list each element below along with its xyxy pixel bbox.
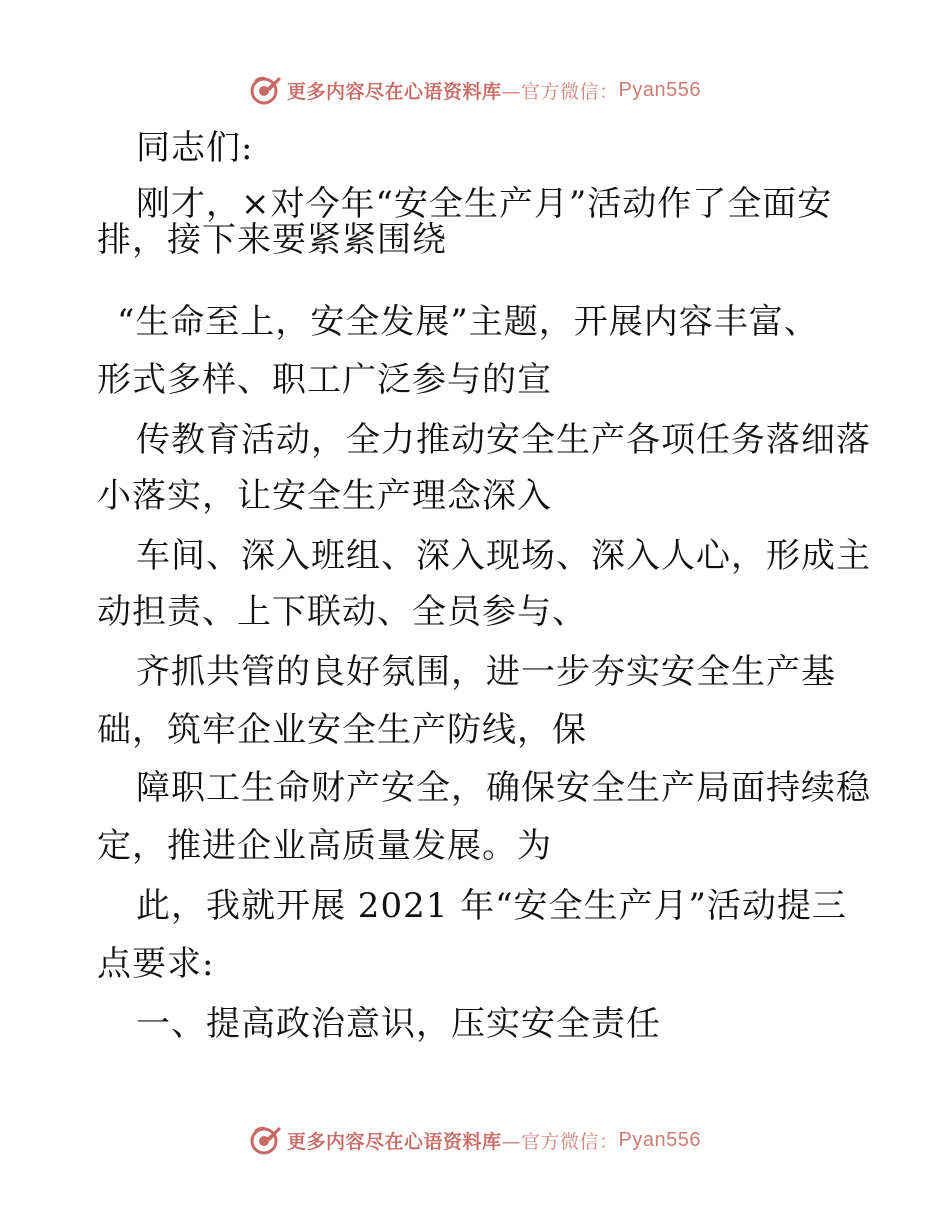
banner-wechat-id: Pyan556	[618, 1128, 701, 1151]
body-line: 动担责、上下联动、全员参与、	[97, 592, 587, 632]
body-line: 障职工生命财产安全，确保安全生产局面持续稳	[136, 768, 871, 808]
body-line: 车间、深入班组、深入现场、深入人心，形成主	[136, 536, 871, 576]
banner-wechat-id: Pyan556	[618, 78, 701, 101]
body-line: 点要求:	[97, 944, 215, 984]
body-line: 定，推进企业高质量发展。为	[97, 826, 552, 866]
pen-circle-logo-icon	[249, 1123, 283, 1157]
banner-official-text: —官方微信：	[501, 1130, 619, 1153]
body-line: 础，筑牢企业安全生产防线，保	[97, 710, 587, 750]
pen-circle-logo-icon	[249, 73, 283, 107]
body-line: 传教育活动，全力推动安全生产各项任务落细落	[136, 420, 871, 460]
body-line: 此，我就开展 2021 年“安全生产月”活动提三	[136, 886, 847, 926]
footer-banner	[0, 1120, 950, 1160]
body-line: 小落实，让安全生产理念深入	[97, 476, 552, 516]
body-line: 形式多样、职工广泛参与的宣	[97, 360, 552, 400]
banner-main-text: 更多内容尽在心语资料库	[287, 80, 502, 103]
footer-banner-text	[287, 1127, 701, 1154]
body-line: 同志们:	[136, 128, 254, 168]
header-banner	[0, 70, 950, 110]
body-line: 齐抓共管的良好氛围，进一步夯实安全生产基	[136, 652, 836, 692]
body-line: 排，接下来要紧紧围绕	[97, 220, 447, 260]
banner-official-text: —官方微信：	[501, 80, 619, 103]
header-banner-text	[287, 77, 701, 104]
body-line: “生命至上，安全发展”主题，开展内容丰富、	[117, 302, 819, 342]
section-heading: 一、提高政治意识，压实安全责任	[136, 1004, 661, 1044]
body-line: 刚才，×对今年“安全生产月”活动作了全面安	[136, 184, 833, 224]
banner-main-text: 更多内容尽在心语资料库	[287, 1130, 502, 1153]
